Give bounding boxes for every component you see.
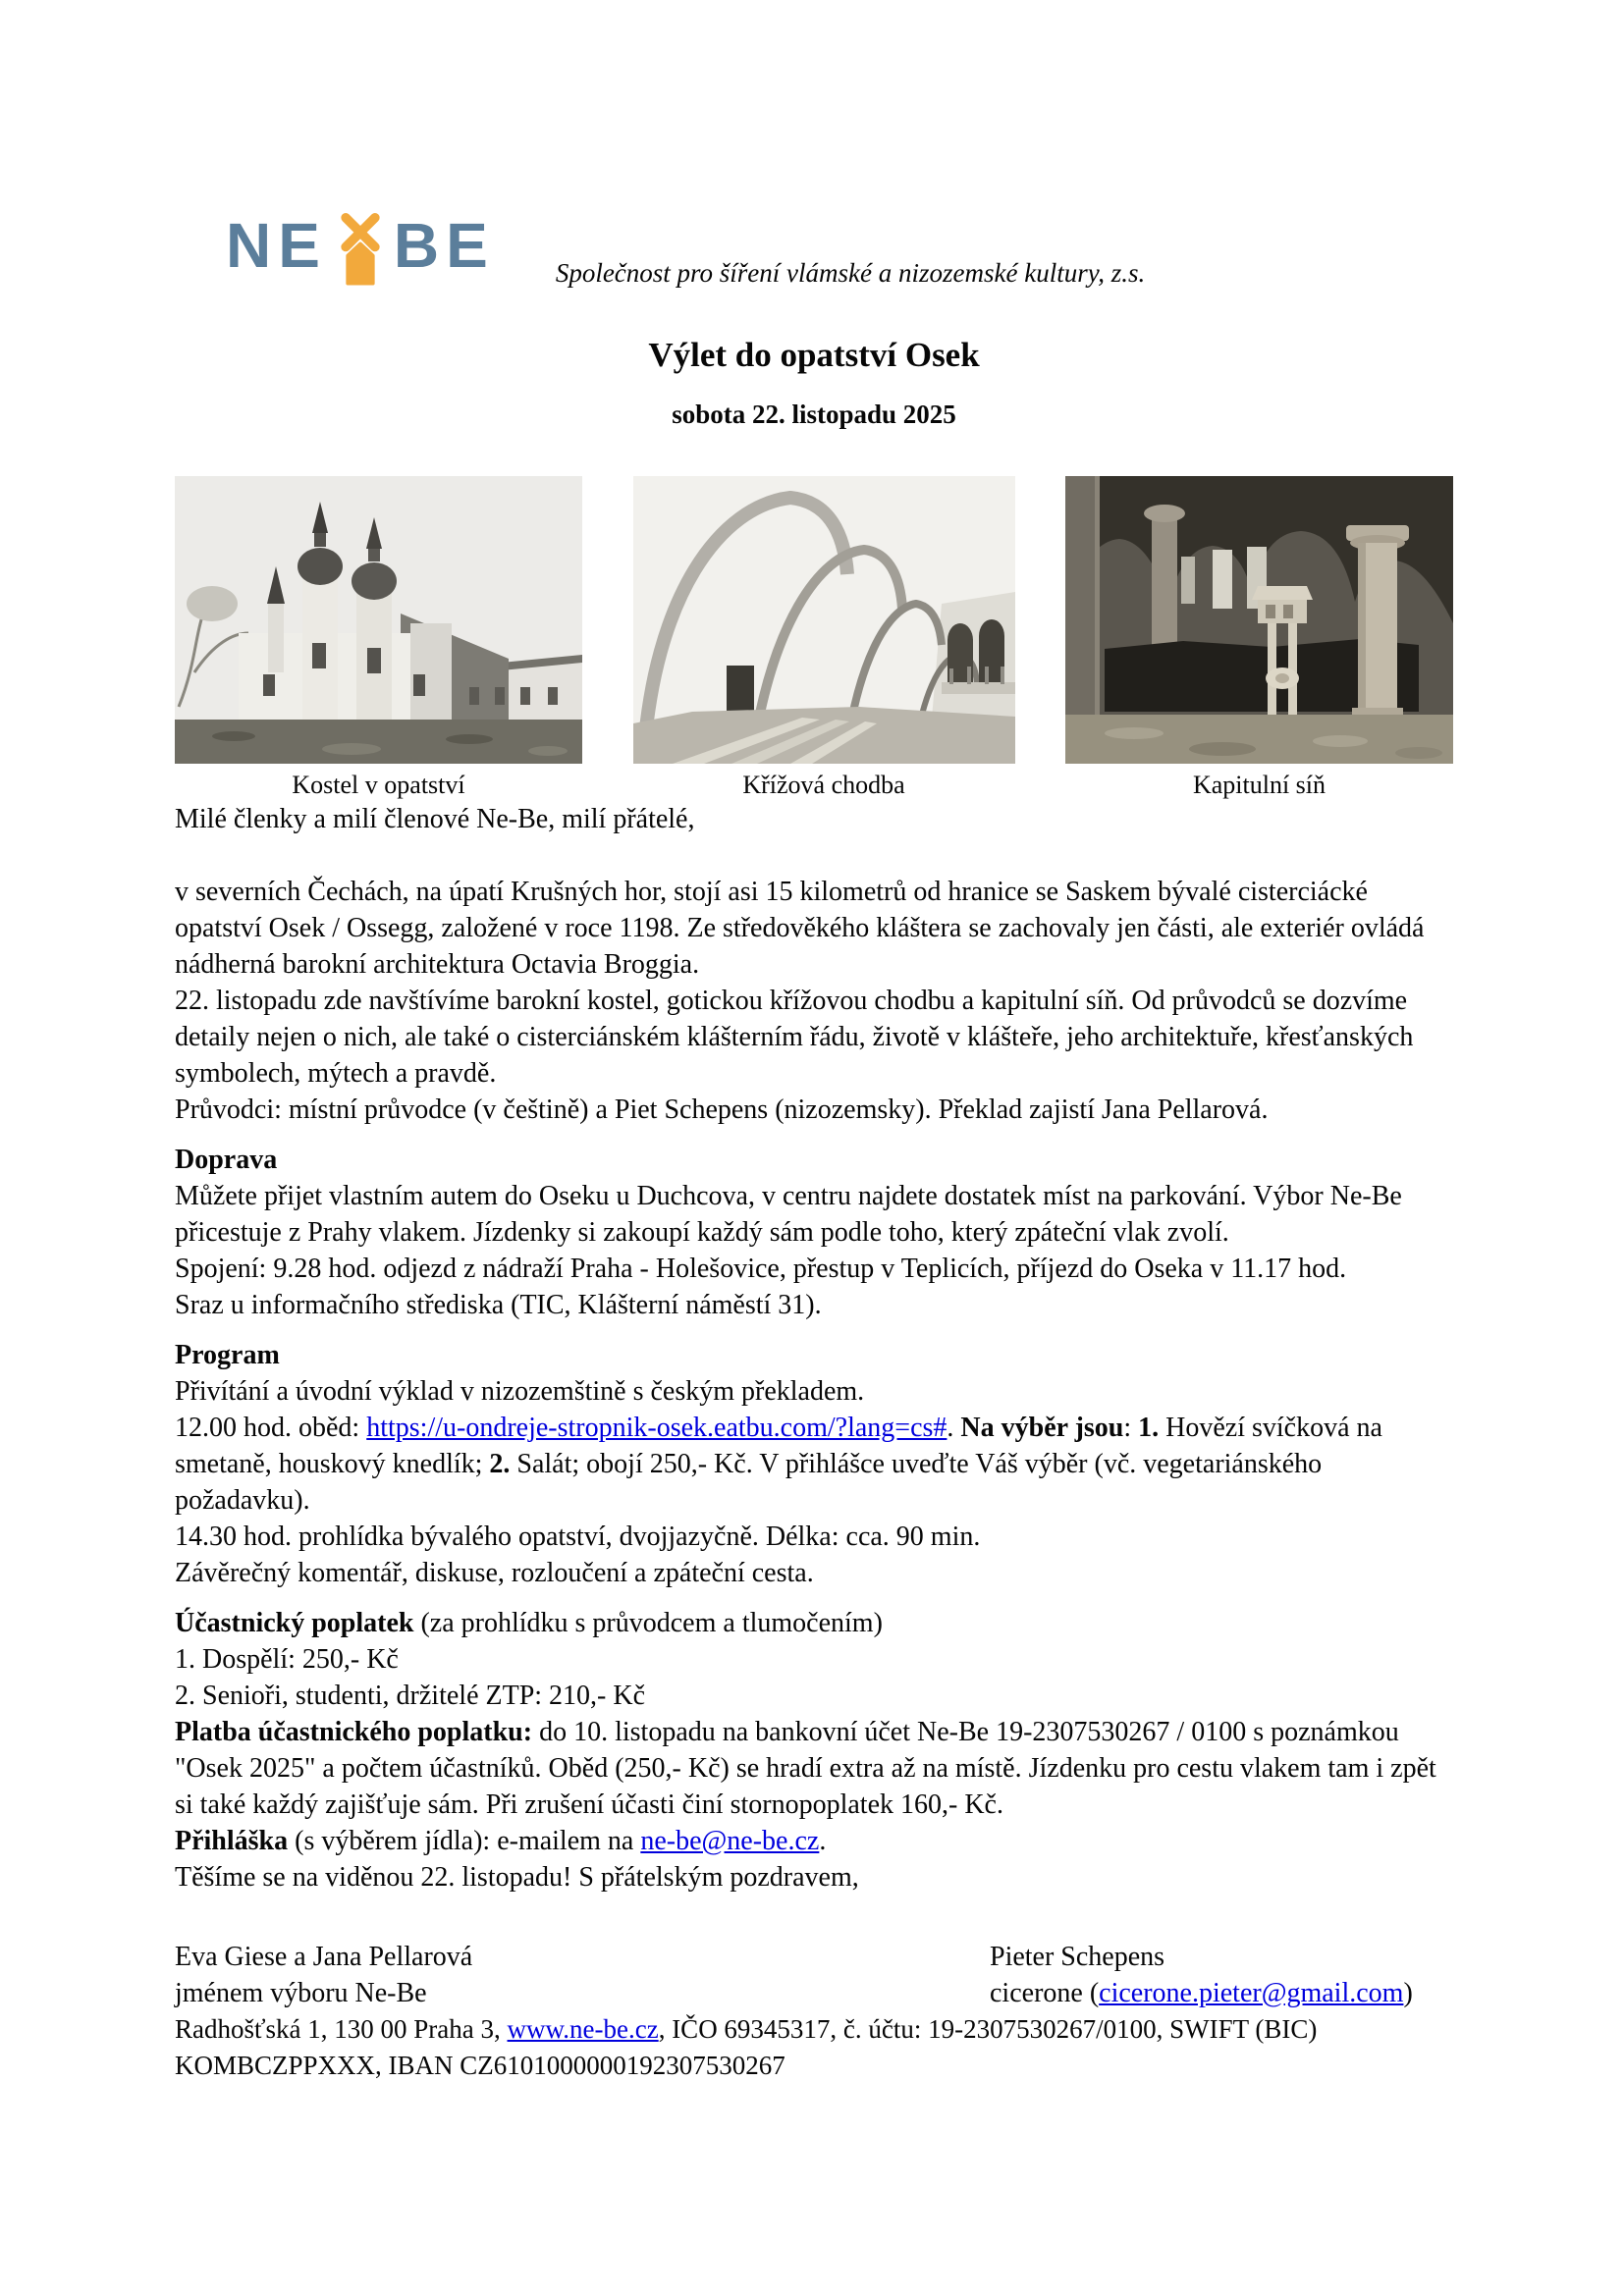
text-run: Přihláška — [175, 1826, 289, 1856]
photo-row — [175, 476, 1453, 801]
logo-text-be: BE — [393, 210, 495, 281]
text-run: cicerone ( — [990, 1978, 1100, 2008]
chapter-hall-image — [1065, 476, 1453, 764]
text-run: 1. Dospělí: 250,- Kč — [175, 1644, 399, 1675]
text-run: 2. — [489, 1449, 511, 1479]
text-run: Sraz u informačního střediska (TIC, Klášterní náměstí 31). — [175, 1290, 822, 1320]
signature-name-left: Eva Giese a Jana Pellarová — [175, 1942, 473, 1972]
page-title: Výlet do opatství Osek — [648, 336, 980, 374]
greeting: Milé členky a milí členové Ne-Be, milí přátelé, — [175, 804, 695, 834]
photo-caption-church: Kostel v opatství — [292, 771, 465, 799]
text-run: 22. listopadu zde navštívíme barokní kostel, gotickou křížovou chodbu a kapitulní síň. Od průvodců se dozvíme detaily nejen o nich, ale také o cisterciánském klášterním řádu, životě v klášteře, jeho architektuře, křesťanských symbolech, mýtech a pravdě. — [175, 986, 1414, 1089]
lunch-menu-link[interactable]: https://u-ondreje-stropnik-osek.eatbu.com/?lang=cs# — [366, 1413, 947, 1443]
intro-paragraph — [175, 874, 1453, 983]
text-run: (za prohlídku s průvodcem a tlumočením) — [420, 1608, 883, 1638]
text-run: Můžete přijet vlastním autem do Oseku u Duchcova, v centru najdete dostatek míst na parkování. Výbor Ne-Be přicestuje z Prahy vlakem. Jízdenky si zakoupí každý sám podle toho, který zpáteční vlak zvolí. — [175, 1181, 1402, 1248]
text-run: Salát; obojí 250,- Kč. V přihlášce uveďte Váš výběr (vč. vegetariánského požadavku). — [175, 1449, 1323, 1516]
intro-paragraphs — [175, 874, 1453, 1128]
text-run: . — [947, 1413, 961, 1443]
event-date: sobota 22. listopadu 2025 — [672, 400, 956, 429]
program-paragraph — [175, 1410, 1453, 1519]
nebe-logo — [226, 201, 495, 290]
doprava-paragraph — [175, 1287, 1453, 1323]
signature-block — [175, 1939, 1453, 2011]
logo-text-ne: NE — [226, 210, 327, 281]
cicerone-email-link[interactable]: cicerone.pieter@gmail.com — [1099, 1978, 1404, 2008]
signature-role-right — [990, 1975, 1453, 2011]
text-run: (s výběrem jídla): e-mailem na — [288, 1826, 641, 1856]
doprava-heading: Doprava — [175, 1145, 278, 1175]
text-run: 14.30 hod. prohlídka bývalého opatství, dvojjazyčně. Délka: cca. 90 min. — [175, 1522, 981, 1552]
text-run: 1. — [1138, 1413, 1160, 1443]
footer-contact-line — [175, 2011, 1453, 2084]
photo-caption-chapter-hall: Kapitulní síň — [1192, 771, 1326, 799]
text-run: : — [1123, 1413, 1139, 1443]
letter-body — [175, 801, 1453, 2084]
cloister-image — [633, 476, 1015, 764]
fee-line — [175, 1678, 1453, 1714]
photo-cloister — [633, 476, 1015, 801]
text-run: Účastnický poplatek — [175, 1608, 421, 1638]
text-run: . — [819, 1826, 827, 1856]
text-run: Radhošťská 1, 130 00 Praha 3, — [175, 2014, 508, 2044]
photo-chapter-hall — [1065, 476, 1453, 801]
intro-paragraph — [175, 1092, 1453, 1128]
section-fee — [175, 1605, 1453, 1859]
text-run: ) — [1403, 1978, 1413, 2008]
signature-name-right: Pieter Schepens — [990, 1942, 1165, 1972]
program-paragraph — [175, 1373, 1453, 1410]
signature-right — [990, 1939, 1453, 2011]
text-run: do 10. listopadu na bankovní účet Ne-Be 19-2307530267 / 0100 s poznámkou "Osek 2025" a počtem účastníků. Oběd (250,- Kč) se hradí extra až na místě. Jízdenku pro cestu vlakem tam i zpět si také každý zajišťuje sám. Při zrušení účasti činí stornopoplatek 160,- Kč. — [175, 1717, 1436, 1820]
section-program — [175, 1337, 1453, 1591]
header — [175, 199, 1453, 290]
signature-role-left: jménem výboru Ne-Be — [175, 1978, 427, 2008]
fee-heading-line — [175, 1605, 1453, 1641]
text-run: 2. Senioři, studenti, držitelé ZTP: 210,- Kč — [175, 1681, 646, 1711]
section-doprava — [175, 1142, 1453, 1323]
text-run: Platba účastnického poplatku: — [175, 1717, 533, 1747]
text-run: , IČO 69345317, č. účtu: 19-2307530267/0100, SWIFT (BIC) KOMBCZPPXXX, IBAN CZ6101000000192307530267 — [175, 2014, 1318, 2080]
abbey-church-image — [175, 476, 582, 764]
text-run: v severních Čechách, na úpatí Krušných hor, stojí asi 15 kilometrů od hranice se Saskem bývalé cisterciácké opatství Osek / Ossegg, založené v roce 1198. Ze středověkého kláštera se zachovaly jen části, ale exteriér ovládá nádherná barokní architektura Octavia Broggia. — [175, 877, 1425, 980]
fee-payment-line — [175, 1714, 1453, 1823]
doprava-paragraph — [175, 1178, 1453, 1251]
signup-email-link[interactable]: ne-be@ne-be.cz — [640, 1826, 820, 1856]
text-run: Průvodci: místní průvodce (v češtině) a Piet Schepens (nizozemsky). Překlad zajistí Jana Pellarová. — [175, 1095, 1269, 1125]
text-run: Závěrečný komentář, diskuse, rozloučení a zpáteční cesta. — [175, 1558, 814, 1588]
windmill-icon — [330, 201, 391, 290]
closing-line: Těšíme se na viděnou 22. listopadu! S přátelským pozdravem, — [175, 1862, 859, 1893]
fee-signup-line — [175, 1823, 1453, 1859]
text-run: Přivítání a úvodní výklad v nizozemštině s českým překladem. — [175, 1376, 865, 1407]
fee-line — [175, 1641, 1453, 1678]
text-run: Na výběr jsou — [960, 1413, 1124, 1443]
text-run: 12.00 hod. oběd: — [175, 1413, 367, 1443]
photo-caption-cloister: Křížová chodba — [742, 771, 905, 799]
doprava-paragraph — [175, 1251, 1453, 1287]
photo-abbey-church — [175, 476, 582, 801]
program-heading: Program — [175, 1340, 280, 1370]
text-run: Spojení: 9.28 hod. odjezd z nádraží Praha - Holešovice, přestup v Teplicích, příjezd do Oseka v 11.17 hod. — [175, 1254, 1347, 1284]
program-paragraph — [175, 1555, 1453, 1591]
nebe-website-link[interactable]: www.ne-be.cz — [507, 2014, 659, 2044]
intro-paragraph — [175, 983, 1453, 1092]
org-tagline: Společnost pro šíření vlámské a nizozemské kultury, z.s. — [555, 258, 1146, 288]
signature-left — [175, 1939, 990, 2011]
text-run: Hovězí svíčková na smetaně, houskový knedlík; — [175, 1413, 1382, 1479]
program-paragraph — [175, 1519, 1453, 1555]
